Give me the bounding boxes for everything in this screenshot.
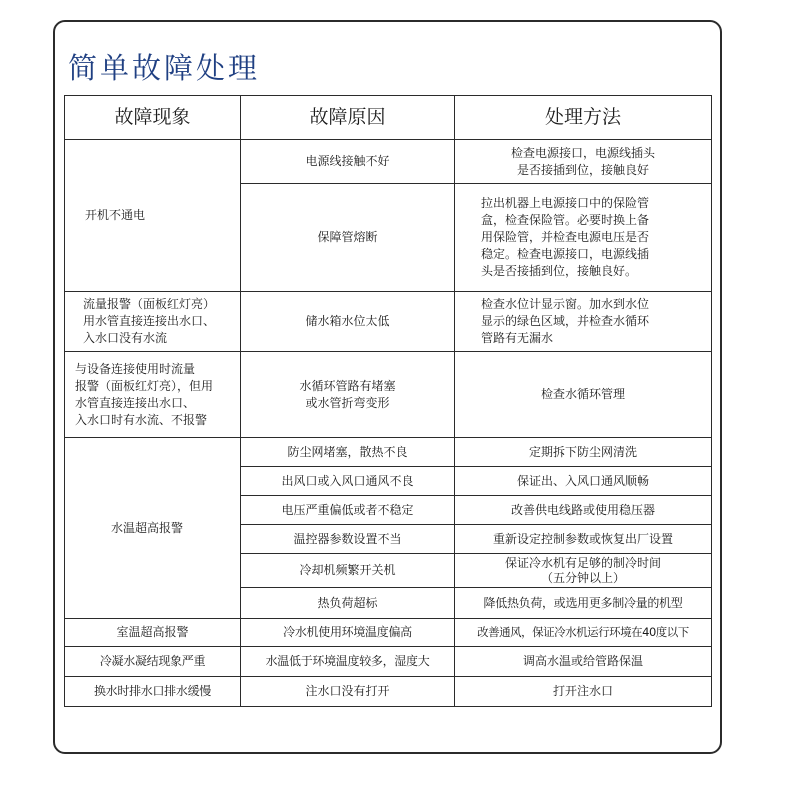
symptom-cell: 水温超高报警 <box>65 438 241 619</box>
cause-cell: 电源线接触不好 <box>241 140 455 184</box>
table-header-row <box>65 96 712 140</box>
fix-cell: 改善供电线路或使用稳压器 <box>455 496 712 525</box>
fix-cell: 检查水位计显示窗。加水到水位 显示的绿色区域，并检查水循环 管路有无漏水 <box>455 292 712 352</box>
fix-cell: 改善通风，保证冷水机运行环境在40度以下 <box>455 619 712 647</box>
header-cause: 故障原因 <box>241 96 455 140</box>
cause-cell: 保障管熔断 <box>241 184 455 292</box>
fix-cell: 检查水循环管理 <box>455 352 712 438</box>
fix-cell: 打开注水口 <box>455 677 712 707</box>
table-row <box>65 352 712 438</box>
symptom-cell: 室温超高报警 <box>65 619 241 647</box>
cause-cell: 水循环管路有堵塞 或水管折弯变形 <box>241 352 455 438</box>
cause-cell: 电压严重偏低或者不稳定 <box>241 496 455 525</box>
fault-table <box>64 95 712 707</box>
table-row <box>65 619 712 647</box>
cause-cell: 冷水机使用环境温度偏高 <box>241 619 455 647</box>
table-row <box>65 677 712 707</box>
fix-cell: 定期拆下防尘网清洗 <box>455 438 712 467</box>
symptom-cell: 与设备连接使用时流量 报警（面板红灯亮），但用 水管直接连接出水口、 入水口时有水流、不报警 <box>65 352 241 438</box>
cause-cell: 储水箱水位太低 <box>241 292 455 352</box>
fix-cell: 调高水温或给管路保温 <box>455 647 712 677</box>
cause-cell: 冷却机频繁开关机 <box>241 554 455 588</box>
cause-cell: 防尘网堵塞，散热不良 <box>241 438 455 467</box>
table-row <box>65 647 712 677</box>
table-row <box>65 292 712 352</box>
fix-cell: 保证冷水机有足够的制冷时间 （五分钟以上） <box>455 554 712 588</box>
symptom-cell: 开机不通电 <box>65 140 241 292</box>
page-title: 简单故障处理 <box>68 51 261 85</box>
cause-cell: 水温低于环境温度较多，湿度大 <box>241 647 455 677</box>
header-fix: 处理方法 <box>455 96 712 140</box>
fix-cell: 检查电源接口，电源线插头 是否接插到位，接触良好 <box>455 140 712 184</box>
cause-cell: 注水口没有打开 <box>241 677 455 707</box>
cause-cell: 温控器参数设置不当 <box>241 525 455 554</box>
symptom-cell: 流量报警（面板红灯亮） 用水管直接连接出水口、 入水口没有水流 <box>65 292 241 352</box>
fix-cell: 降低热负荷，或选用更多制冷量的机型 <box>455 588 712 619</box>
cause-cell: 出风口或入风口通风不良 <box>241 467 455 496</box>
symptom-cell: 冷凝水凝结现象严重 <box>65 647 241 677</box>
fix-cell: 重新设定控制参数或恢复出厂设置 <box>455 525 712 554</box>
symptom-cell: 换水时排水口排水缓慢 <box>65 677 241 707</box>
fix-cell: 拉出机器上电源接口中的保险管 盒，检查保险管。必要时换上备 用保险管，并检查电源电压是否 稳定。检查电源接口，电源线插 头是否接插到位，接触良好。 <box>455 184 712 292</box>
table-row <box>65 438 712 467</box>
fix-cell: 保证出、入风口通风顺畅 <box>455 467 712 496</box>
cause-cell: 热负荷超标 <box>241 588 455 619</box>
table-row <box>65 140 712 184</box>
header-symptom: 故障现象 <box>65 96 241 140</box>
